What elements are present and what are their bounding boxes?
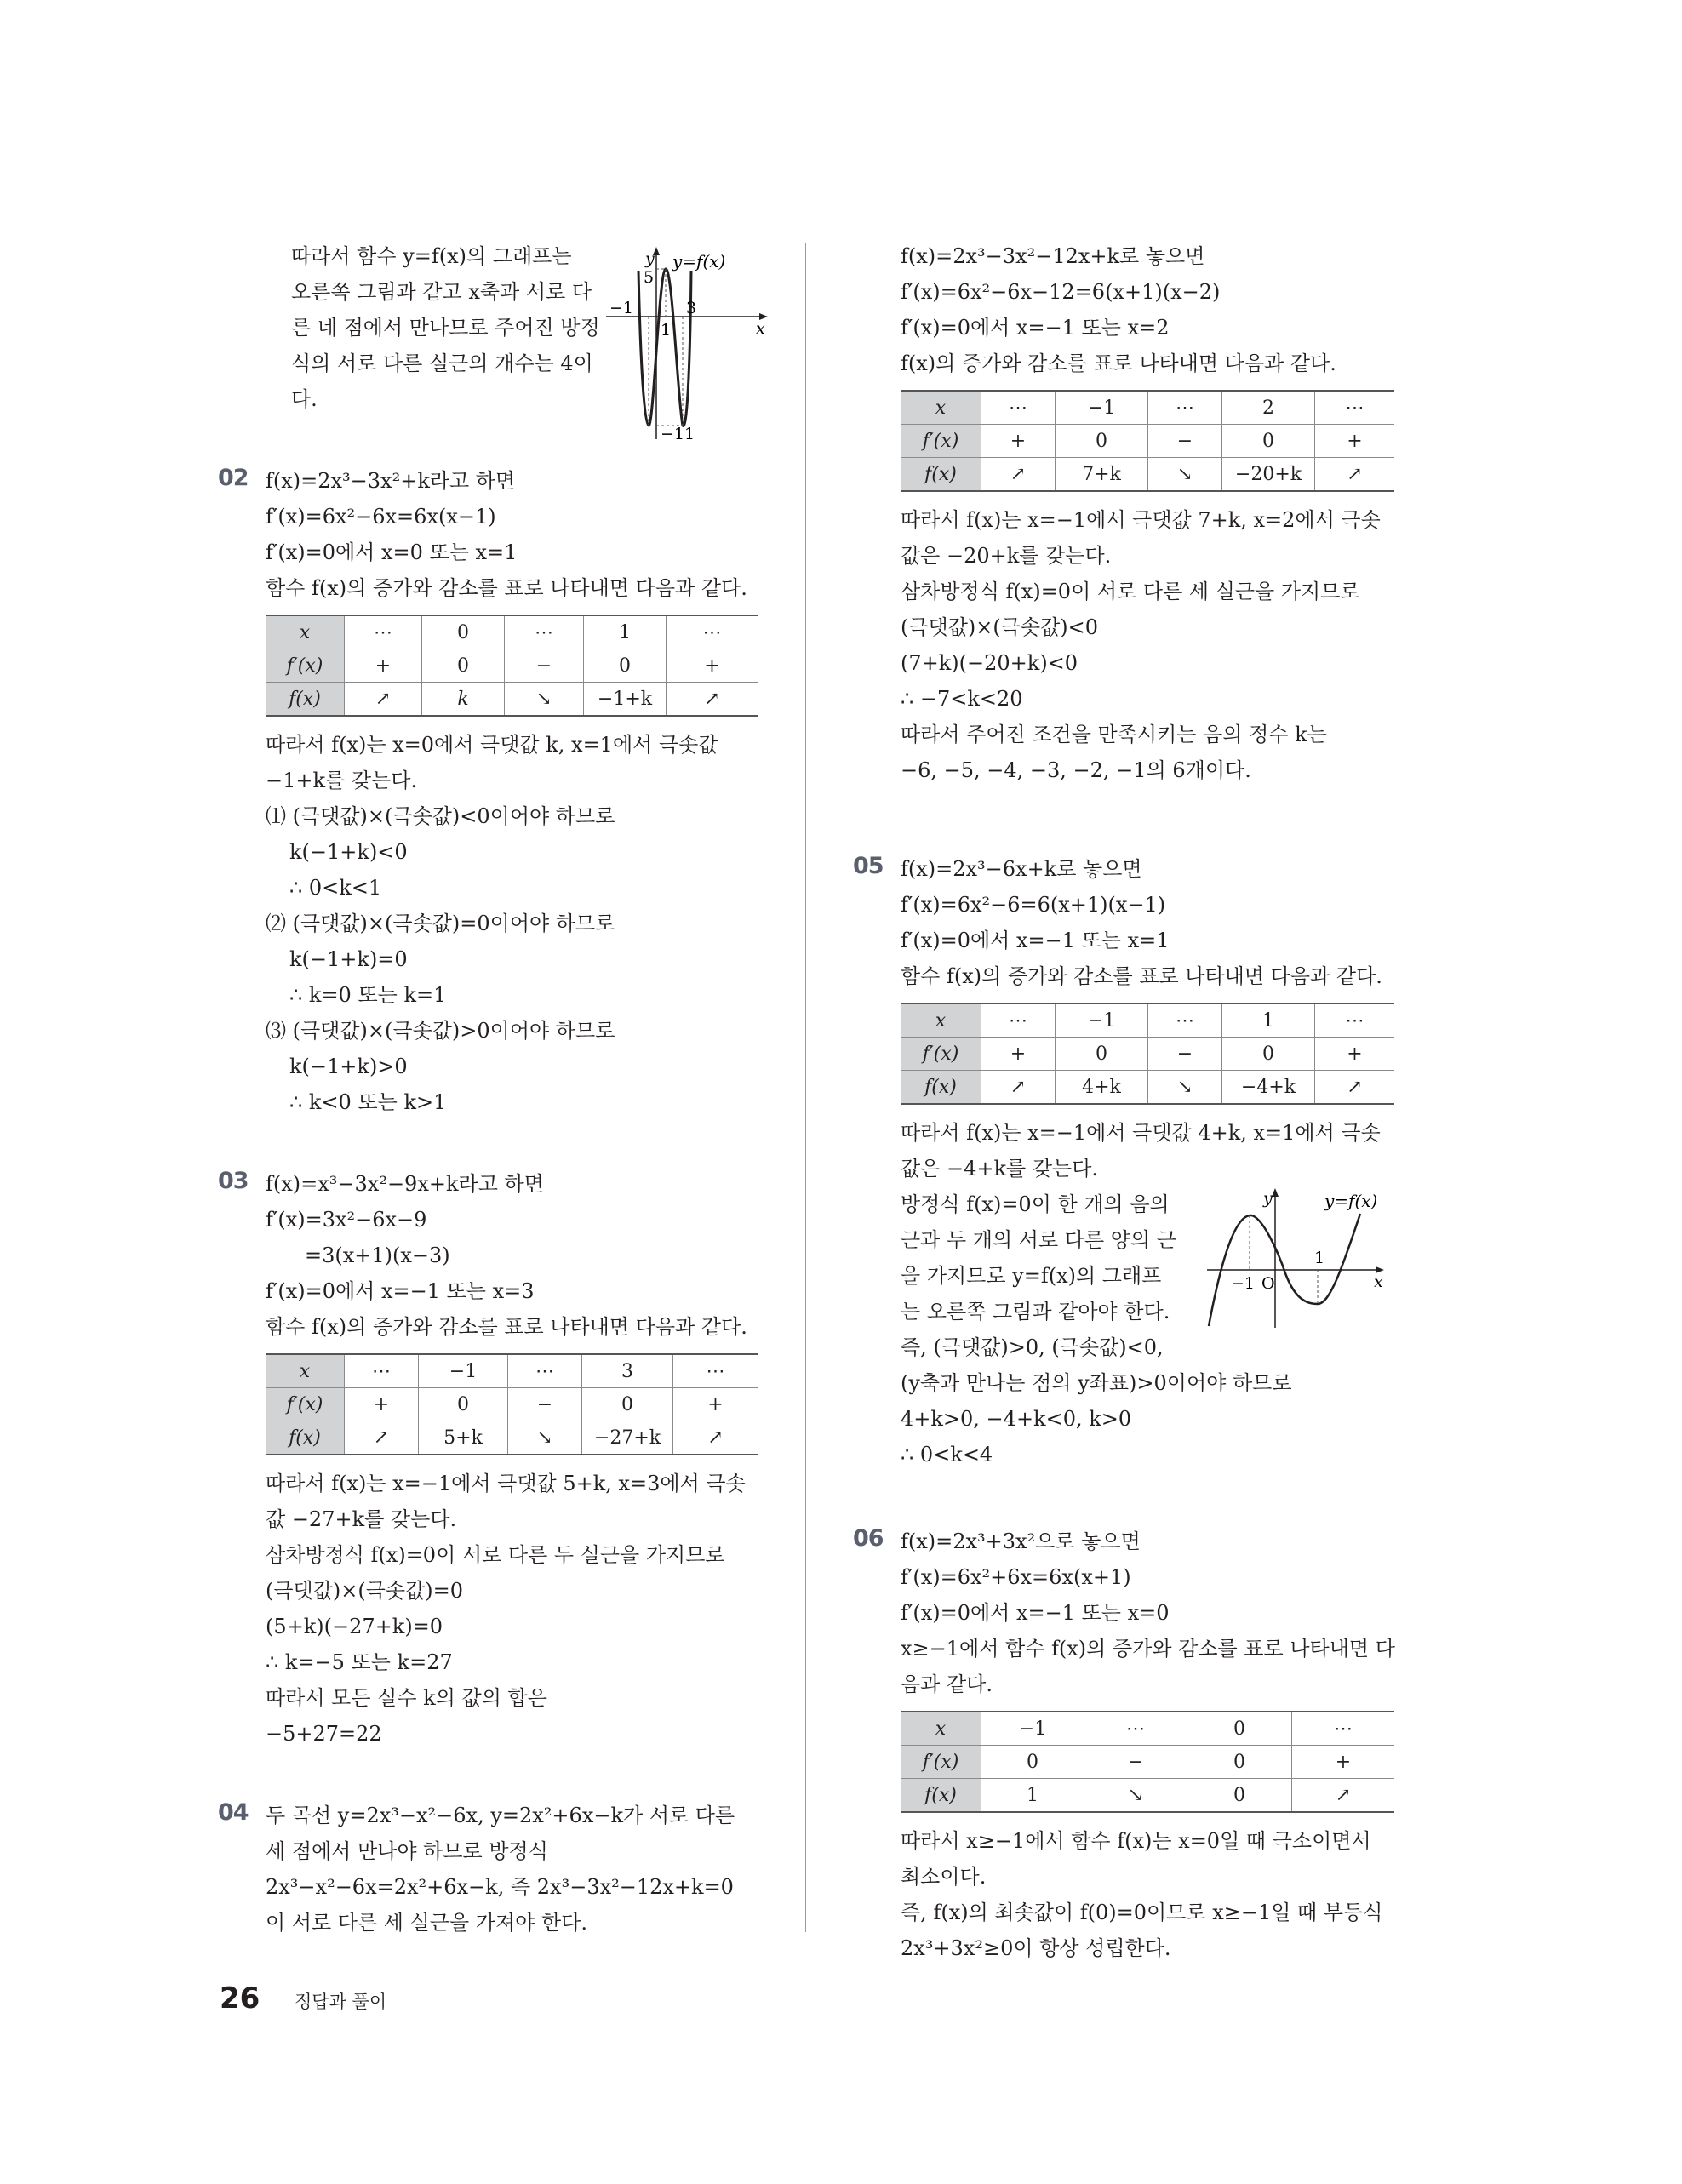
y-axis-label: y (645, 249, 655, 268)
table-cell: ⋯ (1148, 391, 1222, 425)
table-cell: ↘ (1084, 1779, 1187, 1813)
table-cell: f′(x) (901, 1038, 981, 1071)
table-cell: ↗ (981, 458, 1056, 492)
text-line: 함수 f(x)의 증가와 감소를 표로 나타내면 다음과 같다. (266, 1315, 747, 1339)
table-cell: + (673, 1388, 758, 1421)
table-row (266, 649, 758, 683)
origin-label: O (1262, 1274, 1275, 1293)
table-row (266, 1354, 758, 1388)
table-cell: ⋯ (1148, 1003, 1222, 1038)
text-line: (5+k)(−27+k)=0 (266, 1615, 443, 1638)
table-cell: −1 (419, 1354, 508, 1388)
text-line: ∴ 0<k<4 (901, 1443, 993, 1466)
table-cell: x (901, 391, 981, 425)
text-line: 함수 f(x)의 증가와 감소를 표로 나타내면 다음과 같다. (901, 964, 1382, 988)
table-cell: + (1315, 425, 1395, 458)
table-cell: −1 (1056, 1003, 1148, 1038)
table-cell: 0 (1056, 1038, 1148, 1071)
text-line: −5+27=22 (266, 1722, 382, 1746)
text-line: 2x³+3x²≥0이 항상 성립한다. (901, 1936, 1171, 1960)
text-line: 값 −27+k를 갖는다. (266, 1507, 457, 1531)
table-cell: 0 (1187, 1779, 1292, 1813)
text-line: 이 서로 다른 세 실근을 가져야 한다. (266, 1911, 587, 1935)
text-line: 값은 −20+k를 갖는다. (901, 544, 1112, 568)
problem-number: 04 (218, 1799, 249, 1826)
table-cell: − (1148, 425, 1222, 458)
table-row (266, 1421, 758, 1455)
table-cell: f(x) (901, 1071, 981, 1105)
table-cell: 4+k (1056, 1071, 1148, 1105)
table-cell: f(x) (901, 1779, 981, 1813)
text-line: 른 네 점에서 만나므로 주어진 방정 (291, 316, 600, 340)
table-cell: ↗ (667, 683, 758, 717)
table-cell: −20+k (1222, 458, 1315, 492)
table-cell: + (1315, 1038, 1395, 1071)
text-line: 따라서 f(x)는 x=−1에서 극댓값 5+k, x=3에서 극솟 (266, 1472, 746, 1495)
problem-04-continued (901, 238, 1394, 788)
func-label: y=f(x) (672, 251, 726, 272)
text-line: 음과 같다. (901, 1672, 993, 1696)
table-cell: + (981, 1038, 1056, 1071)
text-line: −6, −5, −4, −3, −2, −1의 6개이다. (901, 758, 1251, 782)
table-cell: − (505, 649, 584, 683)
text-line: ∴ −7<k<20 (901, 687, 1023, 711)
text-line: 따라서 f(x)는 x=0에서 극댓값 k, x=1에서 극솟값 (266, 733, 718, 757)
table-cell: 7+k (1056, 458, 1148, 492)
table-row (266, 615, 758, 649)
text-line: 을 가지므로 y=f(x)의 그래프 (901, 1264, 1162, 1288)
table-cell: 0 (422, 615, 505, 649)
text-line: 따라서 f(x)는 x=−1에서 극댓값 4+k, x=1에서 극솟 (901, 1121, 1381, 1145)
table-cell: f(x) (901, 458, 981, 492)
table-cell: f′(x) (266, 1388, 345, 1421)
table-cell: + (667, 649, 758, 683)
text-line: f′(x)=6x²−6=6(x+1)(x−1) (901, 893, 1166, 917)
text-line: 는 오른쪽 그림과 같아야 한다. (901, 1300, 1170, 1324)
table-cell: + (1292, 1746, 1395, 1779)
table-cell: ⋯ (981, 391, 1056, 425)
table-cell: f′(x) (266, 649, 345, 683)
text-line: 즉, (극댓값)>0, (극솟값)<0, (901, 1335, 1164, 1359)
footer-label: 정답과 풀이 (295, 1992, 387, 2012)
table-cell: ↗ (1315, 1071, 1395, 1105)
variation-table (901, 390, 1394, 492)
table-cell: ⋯ (505, 615, 584, 649)
text-line: 따라서 모든 실수 k의 값의 합은 (266, 1686, 547, 1710)
table-cell: 0 (1187, 1712, 1292, 1746)
table-cell: ⋯ (345, 615, 422, 649)
text-line: f′(x)=0에서 x=−1 또는 x=0 (901, 1601, 1170, 1625)
text-line: (극댓값)×(극솟값)=0 (266, 1579, 464, 1603)
text-line: f(x)의 증가와 감소를 표로 나타내면 다음과 같다. (901, 352, 1336, 375)
column-divider (805, 243, 806, 1932)
text-line: 삼차방정식 f(x)=0이 서로 다른 두 실근을 가지므로 (266, 1543, 725, 1567)
problem-number: 03 (218, 1168, 249, 1194)
table-cell: − (1148, 1038, 1222, 1071)
problem-02 (218, 463, 758, 1120)
tick-label: −1 (609, 299, 634, 317)
table-cell: ↘ (1148, 458, 1222, 492)
table-cell: 3 (582, 1354, 673, 1388)
tick-label: 1 (1314, 1249, 1325, 1267)
table-cell: f(x) (266, 683, 345, 717)
problem-03 (218, 1166, 758, 1752)
page-number: 26 (220, 1981, 260, 2015)
text-line: 두 곡선 y=2x³−x²−6x, y=2x²+6x−k가 서로 다른 (266, 1804, 735, 1827)
text-line: 따라서 x≥−1에서 함수 f(x)는 x=0일 때 극소이면서 (901, 1829, 1371, 1853)
table-cell: f′(x) (901, 1746, 981, 1779)
tick-label: 5 (644, 268, 655, 287)
table-cell: 0 (981, 1746, 1084, 1779)
text-line: 방정식 f(x)=0이 한 개의 음의 (901, 1192, 1170, 1216)
text-line: f(x)=2x³−6x+k로 놓으면 (901, 857, 1142, 881)
text-line: f′(x)=0에서 x=−1 또는 x=2 (901, 316, 1170, 340)
table-cell: f′(x) (901, 425, 981, 458)
problem-number: 02 (218, 465, 249, 491)
table-cell: ↘ (505, 683, 584, 717)
right-column (853, 238, 1395, 1966)
table-cell: 0 (1222, 1038, 1315, 1071)
intro-block (291, 238, 765, 441)
table-cell: −27+k (582, 1421, 673, 1455)
table-row (901, 425, 1394, 458)
table-cell: −4+k (1222, 1071, 1315, 1105)
case-line: ∴ 0<k<1 (289, 876, 382, 900)
table-cell: −1 (1056, 391, 1148, 425)
table-cell: ↗ (1292, 1779, 1395, 1813)
table-cell: ↗ (1315, 458, 1395, 492)
table-cell: 0 (1222, 425, 1315, 458)
func-label: y=f(x) (1324, 1191, 1378, 1211)
table-cell: ⋯ (508, 1354, 582, 1388)
table-row (266, 1388, 758, 1421)
text-line: f′(x)=6x²−6x=6x(x−1) (266, 505, 496, 529)
text-line: (극댓값)×(극솟값)<0 (901, 615, 1099, 639)
text-line: 즉, f(x)의 최솟값이 f(0)=0이므로 x≥−1일 때 부등식 (901, 1901, 1383, 1924)
table-cell: ⋯ (1315, 1003, 1395, 1038)
text-line: f′(x)=3x²−6x−9 (266, 1208, 427, 1232)
tick-label: −1 (1231, 1274, 1256, 1293)
table-cell: 0 (1056, 425, 1148, 458)
table-cell: f(x) (266, 1421, 345, 1455)
text-line: 값은 −4+k를 갖는다. (901, 1157, 1099, 1181)
table-row (901, 391, 1394, 425)
tick-label: −11 (661, 425, 695, 441)
text-line: f(x)=2x³+3x²으로 놓으면 (901, 1529, 1141, 1553)
table-cell: −1 (981, 1712, 1084, 1746)
text-line: f(x)=2x³−3x²+k라고 하면 (266, 469, 516, 493)
table-cell: ⋯ (1292, 1712, 1395, 1746)
table-row (901, 1779, 1394, 1813)
text-line: f′(x)=6x²−6x−12=6(x+1)(x−2) (901, 280, 1221, 304)
text-line: 세 점에서 만나야 하므로 방정식 (266, 1839, 548, 1863)
table-cell: 0 (584, 649, 667, 683)
tick-label: 1 (661, 321, 672, 340)
table-cell: + (345, 1388, 419, 1421)
table-cell: ↗ (673, 1421, 758, 1455)
case-line: k(−1+k)<0 (289, 840, 408, 864)
table-row (901, 1746, 1394, 1779)
case-line: ⑶ (극댓값)×(극솟값)>0이어야 하므로 (266, 1019, 615, 1043)
table-cell: x (901, 1712, 981, 1746)
text-line: (7+k)(−20+k)<0 (901, 651, 1078, 675)
table-cell: ↘ (1148, 1071, 1222, 1105)
table-cell: + (981, 425, 1056, 458)
text-line: 오른쪽 그림과 같고 x축과 서로 다 (291, 280, 592, 304)
table-cell: x (266, 1354, 345, 1388)
text-line: f′(x)=0에서 x=−1 또는 x=3 (266, 1279, 535, 1303)
text-line: =3(x+1)(x−3) (305, 1244, 450, 1267)
cubic-graph (1190, 1185, 1403, 1329)
text-line: −1+k를 갖는다. (266, 769, 418, 792)
case-line: ∴ k=0 또는 k=1 (289, 983, 447, 1007)
text-line: x≥−1에서 함수 f(x)의 증가와 감소를 표로 나타내면 다 (901, 1637, 1395, 1661)
case-line: k(−1+k)=0 (289, 947, 408, 971)
case-line: ∴ k<0 또는 k>1 (289, 1090, 447, 1114)
table-cell: 0 (419, 1388, 508, 1421)
table-cell: ⋯ (1084, 1712, 1187, 1746)
table-cell: ↘ (508, 1421, 582, 1455)
table-cell: − (508, 1388, 582, 1421)
text-line: 따라서 함수 y=f(x)의 그래프는 (291, 244, 572, 268)
quartic-graph (606, 245, 776, 441)
variation-table (901, 1003, 1394, 1105)
text-line: ∴ k=−5 또는 k=27 (266, 1650, 453, 1674)
table-cell: x (901, 1003, 981, 1038)
table-cell: −1+k (584, 683, 667, 717)
table-row (901, 1071, 1394, 1105)
text-line: f′(x)=0에서 x=0 또는 x=1 (266, 540, 518, 564)
table-cell: ↗ (345, 683, 422, 717)
table-cell: 1 (981, 1779, 1084, 1813)
x-axis-label: x (1374, 1272, 1383, 1291)
case-line: ⑵ (극댓값)×(극솟값)=0이어야 하므로 (266, 912, 615, 935)
table-cell: 0 (582, 1388, 673, 1421)
table-cell: − (1084, 1746, 1187, 1779)
table-cell: ⋯ (981, 1003, 1056, 1038)
text-line: 근과 두 개의 서로 다른 양의 근 (901, 1228, 1176, 1252)
y-axis-label: y (1263, 1189, 1273, 1208)
text-line: 4+k>0, −4+k<0, k>0 (901, 1407, 1132, 1431)
problem-number: 06 (853, 1525, 884, 1552)
variation-table (266, 615, 758, 717)
table-cell: x (266, 615, 345, 649)
problem-04 (218, 1798, 758, 1941)
table-cell: 1 (584, 615, 667, 649)
text-line: 다. (291, 387, 318, 411)
table-row (901, 1712, 1394, 1746)
table-row (266, 683, 758, 717)
problem-05 (853, 851, 1394, 1472)
text-line: 2x³−x²−6x=2x²+6x−k, 즉 2x³−3x²−12x+k=0 (266, 1875, 734, 1899)
table-row (901, 458, 1394, 492)
table-cell: 0 (1187, 1746, 1292, 1779)
table-row (901, 1038, 1394, 1071)
tick-label: 3 (686, 299, 697, 317)
graph-text-block (901, 1186, 1394, 1329)
text-line: 식의 서로 다른 실근의 개수는 4이 (291, 352, 593, 375)
table-cell: k (422, 683, 505, 717)
table-cell: 1 (1222, 1003, 1315, 1038)
table-cell: + (345, 649, 422, 683)
variation-table (901, 1711, 1394, 1813)
case-line: k(−1+k)>0 (289, 1055, 408, 1078)
table-row (901, 1003, 1394, 1038)
table-cell: 2 (1222, 391, 1315, 425)
text-line: f(x)=x³−3x²−9x+k라고 하면 (266, 1172, 544, 1196)
text-line: 삼차방정식 f(x)=0이 서로 다른 세 실근을 가지므로 (901, 580, 1360, 603)
table-cell: ↗ (981, 1071, 1056, 1105)
text-line: f(x)=2x³−3x²−12x+k로 놓으면 (901, 244, 1205, 268)
table-cell: ⋯ (673, 1354, 758, 1388)
table-cell: ⋯ (345, 1354, 419, 1388)
table-cell: ⋯ (1315, 391, 1395, 425)
left-column (218, 238, 765, 1941)
text-line: 최소이다. (901, 1865, 987, 1889)
case-line: ⑴ (극댓값)×(극솟값)<0이어야 하므로 (266, 804, 615, 828)
table-cell: ↗ (345, 1421, 419, 1455)
table-cell: 0 (422, 649, 505, 683)
text-line: 함수 f(x)의 증가와 감소를 표로 나타내면 다음과 같다. (266, 576, 747, 600)
text-line: 따라서 주어진 조건을 만족시키는 음의 정수 k는 (901, 723, 1327, 746)
text-line: f′(x)=6x²+6x=6x(x+1) (901, 1565, 1131, 1589)
text-line: (y축과 만나는 점의 y좌표)>0이어야 하므로 (901, 1371, 1292, 1395)
problem-06 (853, 1524, 1395, 1966)
text-line: f′(x)=0에서 x=−1 또는 x=1 (901, 929, 1170, 952)
table-cell: 5+k (419, 1421, 508, 1455)
problem-number: 05 (853, 853, 884, 879)
variation-table (266, 1353, 758, 1455)
text-line: 따라서 f(x)는 x=−1에서 극댓값 7+k, x=2에서 극솟 (901, 508, 1381, 532)
table-cell: ⋯ (667, 615, 758, 649)
x-axis-label: x (756, 319, 765, 338)
